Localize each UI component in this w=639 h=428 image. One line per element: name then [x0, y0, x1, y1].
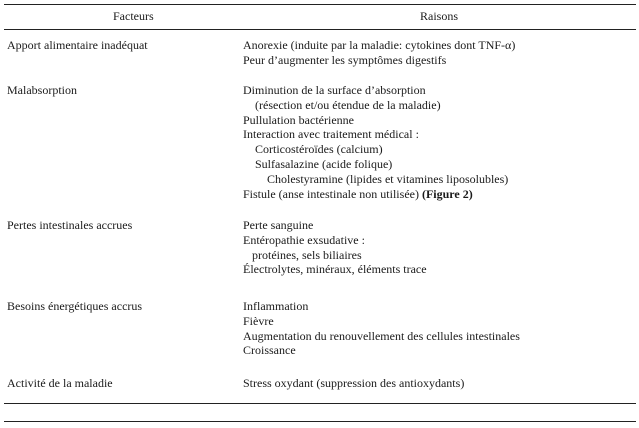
header-rule [4, 29, 636, 30]
reason-line: Interaction avec traitement médical : [243, 127, 419, 142]
factor-cell: Pertes intestinales accrues [7, 218, 133, 232]
reason-line: Électrolytes, minéraux, éléments trace [243, 262, 427, 277]
reason-line: Perte sanguine [243, 218, 314, 232]
reason-line: (résection et/ou étendue de la maladie) [255, 97, 441, 112]
reason-line: Corticostéroïdes (calcium) [255, 142, 383, 157]
reason-line: Augmentation du renouvellement des cellules intestinales [243, 328, 520, 343]
reason-text: Fistule (anse intestinale non utilisée) [243, 186, 419, 201]
reason-line: Inflammation [243, 299, 309, 313]
reason-line: protéines, sels biliaires [252, 247, 362, 262]
reason-line: Stress oxydant (suppression des antioxydants) [243, 376, 465, 390]
reason-line: Peur d’augmenter les symptômes digestifs [243, 52, 447, 67]
figure-reference: (Figure 2) [421, 186, 473, 201]
factor-cell: Malabsorption [7, 83, 77, 97]
reason-line [243, 187, 508, 202]
reason-line: Sulfasalazine (acide folique) [255, 156, 393, 171]
reason-line: Anorexie (induite par la maladie: cytokines dont TNF-α) [243, 38, 516, 52]
header-factors: Facteurs [113, 9, 154, 23]
reasons-cell [243, 83, 508, 201]
reason-line: Diminution de la surface d’absorption [243, 83, 426, 97]
table-bottom-rule [4, 403, 636, 404]
reason-line: Cholestyramine (lipides et vitamines liposolubles) [267, 171, 509, 186]
reasons-cell [243, 376, 464, 391]
table-top-rule [4, 4, 636, 5]
reason-line: Croissance [243, 343, 296, 358]
reason-line: Fièvre [243, 313, 274, 328]
reasons-cell [243, 218, 427, 277]
factor-cell: Activité de la maladie [7, 376, 113, 390]
factor-cell: Besoins énergétiques accrus [7, 299, 143, 313]
reason-line: Entéropathie exsudative : [243, 232, 365, 247]
reasons-cell [243, 299, 520, 358]
factor-cell: Apport alimentaire inadéquat [7, 38, 148, 52]
reason-line: Pullulation bactérienne [243, 112, 354, 127]
page-bottom-rule [4, 421, 636, 422]
header-reasons: Raisons [420, 9, 459, 23]
reasons-cell [243, 38, 515, 68]
